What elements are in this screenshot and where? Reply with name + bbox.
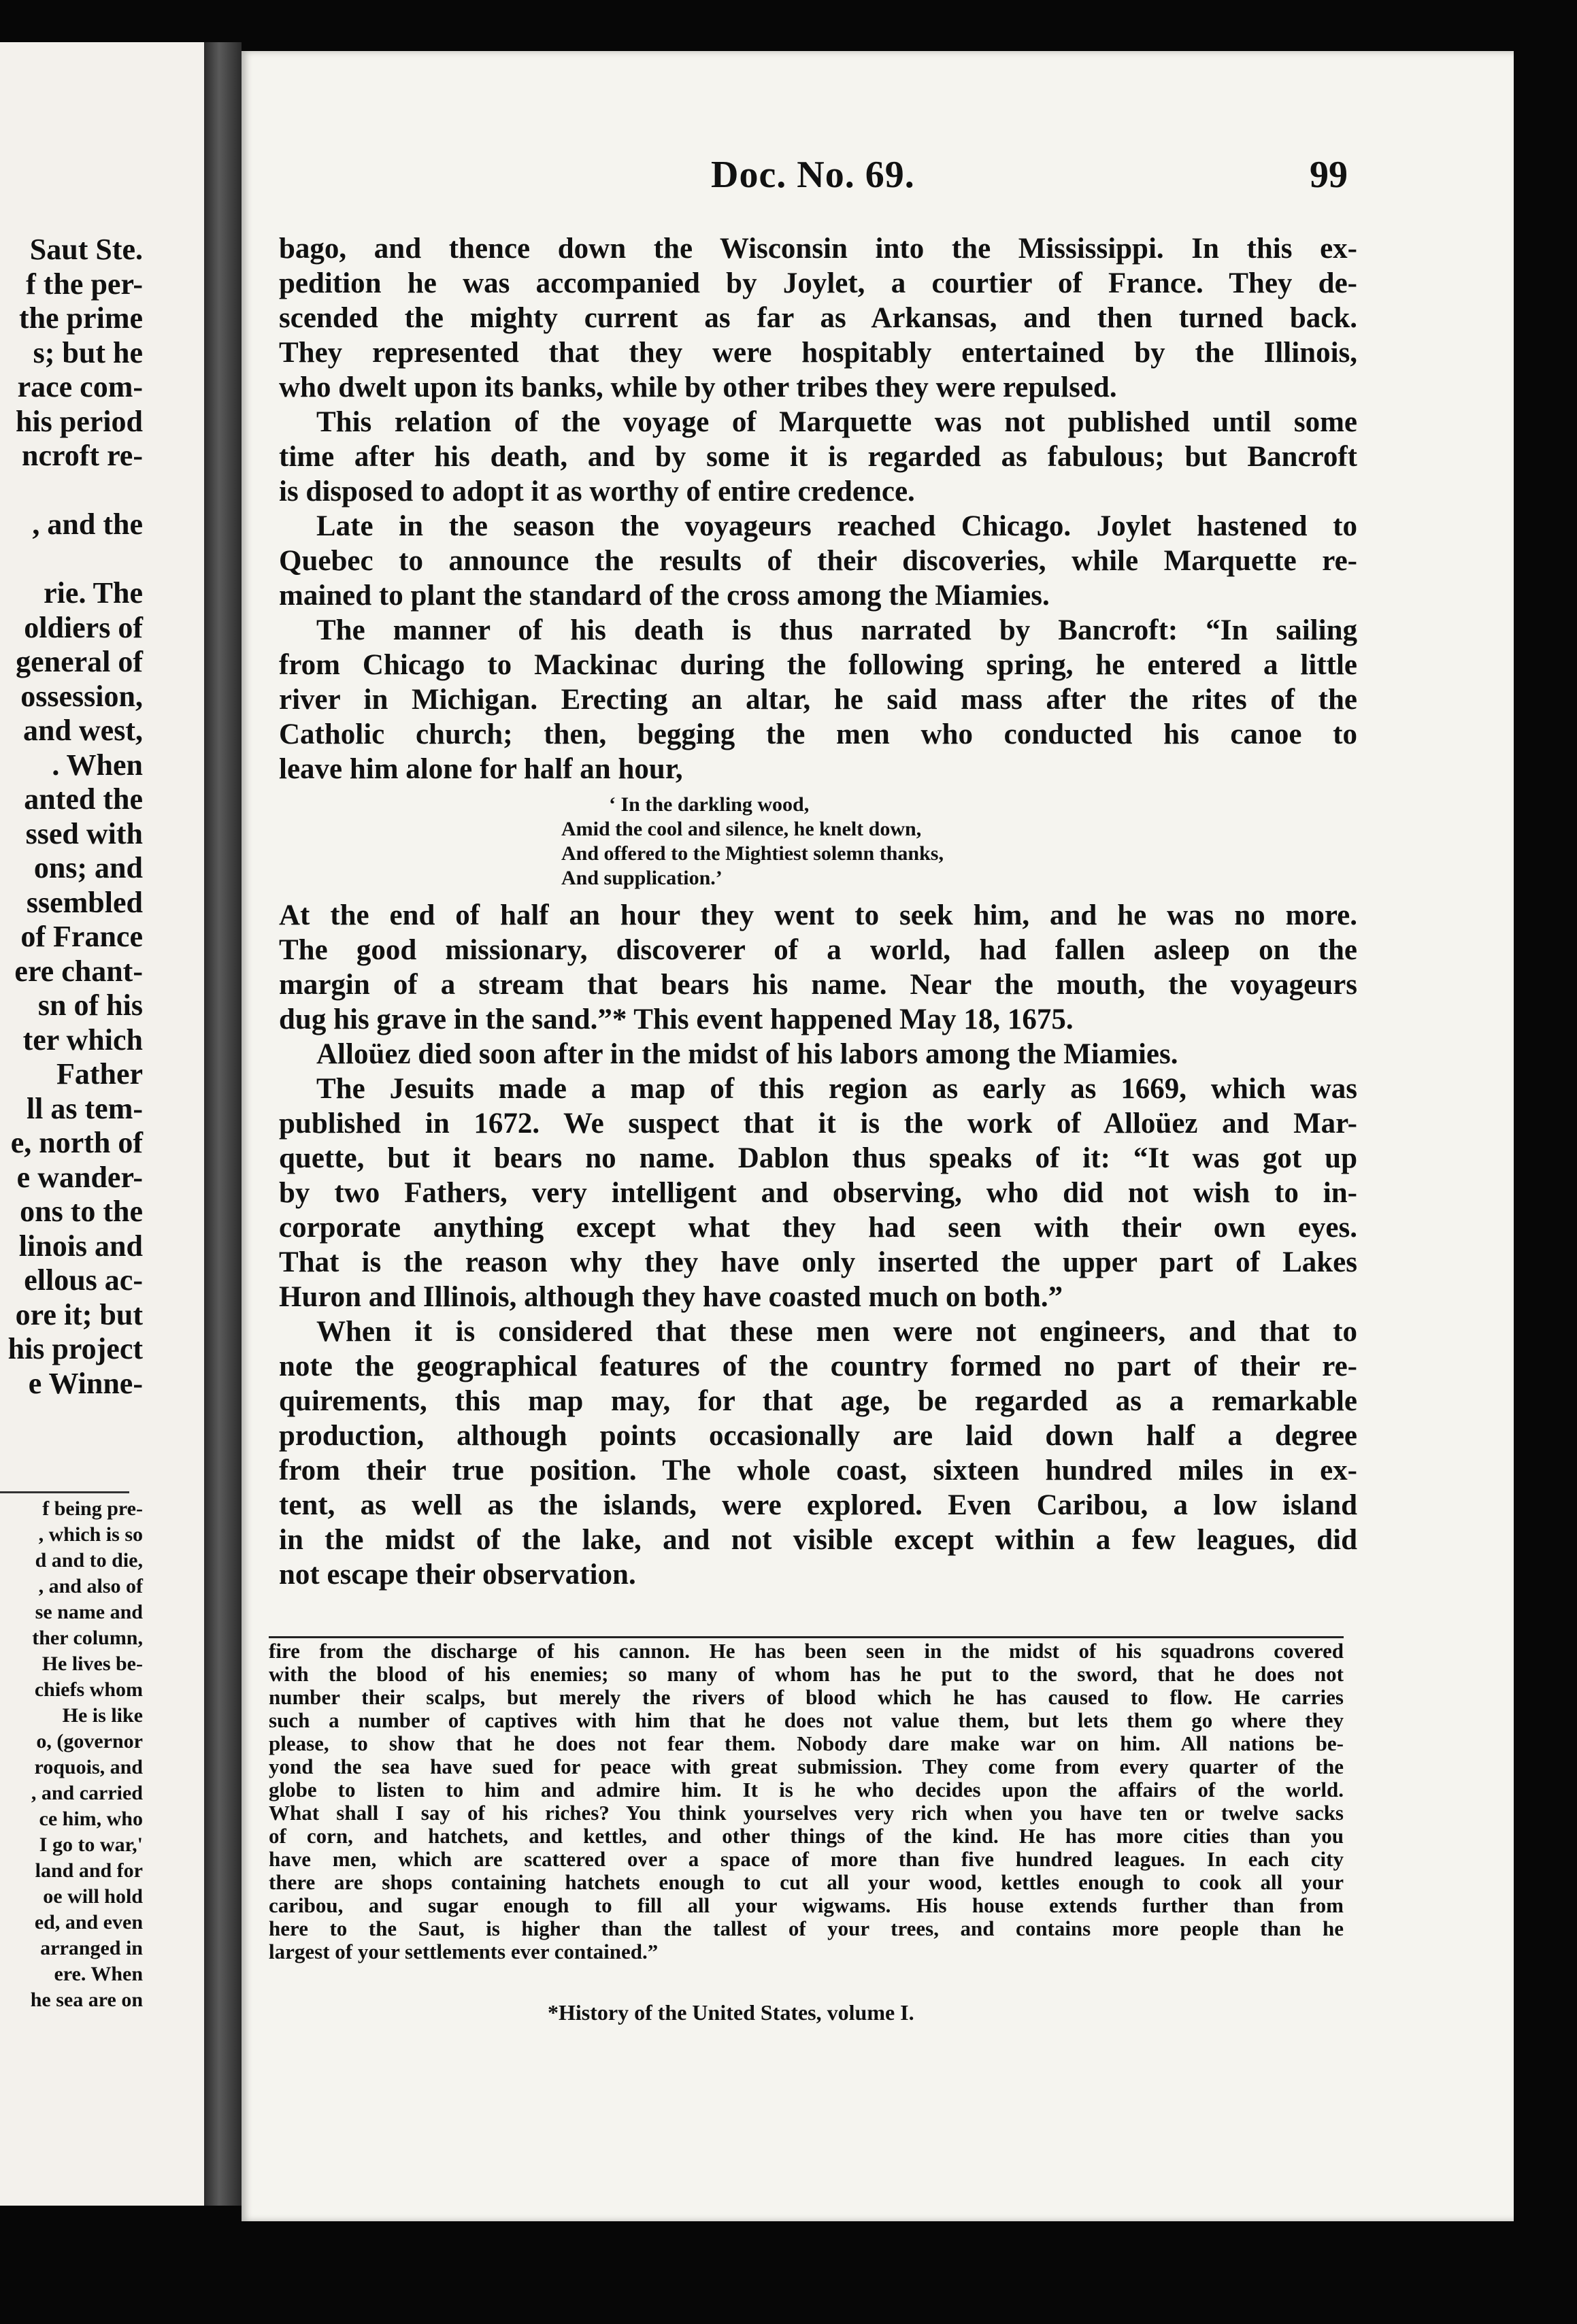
left-footnote-line: land and for — [35, 1859, 143, 1882]
text-line: please, to show that he does not fear them. Nobody dare make war on him. All nations be- — [269, 1731, 1344, 1755]
text-line: Catholic church; then, begging the men who conducted his canoe to — [279, 718, 1357, 750]
poem-line: And offered to the Mightiest solemn thanks, — [561, 842, 944, 865]
text-line: The Jesuits made a map of this region as early as 1669, which was — [316, 1073, 1357, 1105]
left-footnote-line: f being pre- — [42, 1497, 143, 1520]
left-text-line: , and the — [32, 508, 143, 541]
left-text-line: s; but he — [33, 335, 143, 369]
left-footnote-line: o, (governor — [36, 1730, 143, 1753]
left-footnote-line: ere. When — [54, 1963, 143, 1985]
text-line: pedition he was accompanied by Joylet, a courtier of France. They de- — [279, 267, 1357, 299]
text-line: is disposed to adopt it as worthy of entire credence. — [279, 476, 915, 508]
left-footnote-line: oe will hold — [43, 1885, 143, 1908]
text-line: here to the Saut, is higher than the tallest of your trees, and contains more people than he — [269, 1916, 1344, 1940]
left-text-line: ere chant- — [14, 954, 143, 988]
left-text-line: ncroft re- — [22, 439, 143, 472]
text-line: have men, which are scattered over a space of more than five hundred leagues. In each city — [269, 1847, 1344, 1871]
left-footnote-line: roquois, and — [34, 1756, 143, 1778]
text-line: corporate anything except what they had seen with their own eyes. — [279, 1212, 1357, 1244]
text-line: mained to plant the standard of the cross among the Miamies. — [279, 580, 1050, 612]
left-footnote-line: se name and — [35, 1601, 143, 1623]
text-line: This relation of the voyage of Marquette was not published until some — [316, 406, 1357, 438]
text-line: leave him alone for half an hour, — [279, 753, 683, 785]
text-line: such a number of captives with him that he does not value them, but lets them go where they — [269, 1708, 1344, 1732]
text-line: fire from the discharge of his cannon. He has been seen in the midst of his squadrons covered — [269, 1639, 1344, 1663]
left-footnote-line: I go to war,' — [39, 1833, 143, 1856]
text-line: quette, but it bears no name. Dablon thus speaks of it: “It was got up — [279, 1142, 1357, 1174]
text-line: margin of a stream that bears his name. Near the mouth, the voyageurs — [279, 969, 1357, 1001]
document-page — [242, 51, 1514, 2221]
left-text-line: his project — [7, 1332, 143, 1365]
left-text-line: ore it; but — [15, 1297, 143, 1331]
footnote-rule — [269, 1636, 1344, 1638]
text-line: published in 1672. We suspect that it is the work of Alloüez and Mar- — [279, 1108, 1357, 1140]
text-line: Huron and Illinois, although they have coasted much on both.” — [279, 1281, 1063, 1313]
page-number: 99 — [1310, 154, 1348, 196]
left-text-line: race com- — [17, 370, 143, 403]
left-text-line: general of — [16, 645, 143, 678]
left-text-line: e wander- — [16, 1160, 143, 1194]
text-line: bago, and thence down the Wisconsin into the Mississippi. In this ex- — [279, 233, 1357, 265]
left-text-line: rie. The — [44, 576, 143, 610]
left-text-line: e, north of — [10, 1126, 143, 1159]
left-footnote-line: ce him, who — [39, 1808, 143, 1830]
text-line: production, although points occasionally are laid down half a degree — [279, 1420, 1357, 1452]
left-footnote-line: arranged in — [40, 1937, 143, 1959]
left-text-line: ellous ac- — [24, 1263, 143, 1297]
left-footnote-line: he sea are on — [30, 1989, 143, 2011]
text-line: scended the mighty current as far as Arkansas, and then turned back. — [279, 302, 1357, 334]
left-text-line: linois and — [18, 1229, 143, 1263]
left-text-line: anted the — [24, 782, 143, 816]
text-line: of corn, and hatchets, and kettles, and other things of the kind. He has more cities than you — [269, 1824, 1344, 1848]
left-text-line: f the per- — [26, 267, 143, 301]
left-text-line: ll as tem- — [26, 1091, 143, 1125]
text-line: Alloüez died soon after in the midst of his labors among the Miamies. — [316, 1038, 1178, 1070]
poem-line: ‘ In the darkling wood, — [609, 793, 810, 816]
poem-quote — [561, 793, 944, 891]
text-line: When it is considered that these men were not engineers, and that to — [316, 1316, 1357, 1348]
text-line: largest of your settlements ever contained.” — [269, 1940, 659, 1963]
left-text-line: Father — [56, 1057, 143, 1091]
left-text-line: his period — [15, 404, 143, 438]
footnote-reference: *History of the United States, volume I. — [548, 2000, 914, 2025]
left-footnote-line: , which is so — [38, 1523, 143, 1546]
text-line: who dwelt upon its banks, while by other tribes they were repulsed. — [279, 371, 1117, 403]
doc-header: Doc. No. 69. — [711, 154, 915, 196]
left-text-line: sn of his — [37, 989, 143, 1022]
left-footnote-line: chiefs whom — [34, 1678, 143, 1701]
text-line: globe to listen to him and admire him. It is he who decides upon the affairs of the world. — [269, 1778, 1344, 1802]
left-text-line: ter which — [22, 1023, 143, 1057]
left-footnote-line: He is like — [62, 1704, 143, 1727]
left-footnote-line: , and carried — [31, 1782, 143, 1804]
left-text-line: of France — [20, 920, 143, 953]
body-block-2 — [279, 898, 1357, 1592]
text-line: They represented that they were hospitably entertained by the Illinois, — [279, 337, 1357, 369]
text-line: The manner of his death is thus narrated by Bancroft: “In sailing — [316, 614, 1357, 646]
book-gutter — [204, 42, 242, 2206]
text-line: dug his grave in the sand.”* This event happened May 18, 1675. — [279, 1003, 1074, 1035]
footnote-block — [269, 1640, 1344, 1963]
text-line: time after his death, and by some it is regarded as fabulous; but Bancroft — [279, 441, 1357, 473]
text-line: caribou, and sugar enough to fill all your wigwams. His house extends further than from — [269, 1893, 1344, 1917]
text-line: by two Fathers, very intelligent and observing, who did not wish to in- — [279, 1177, 1357, 1209]
text-line: The good missionary, discoverer of a world, had fallen asleep on the — [279, 934, 1357, 966]
text-line: not escape their observation. — [279, 1559, 636, 1591]
text-line: with the blood of his enemies; so many of whom has he put to the sword, that he does not — [269, 1662, 1344, 1686]
text-line: That is the reason why they have only inserted the upper part of Lakes — [279, 1246, 1357, 1278]
left-footnote-line: , and also of — [38, 1575, 143, 1597]
text-line: in the midst of the lake, and not visible except within a few leagues, did — [279, 1524, 1357, 1556]
left-footnote-rule — [0, 1491, 129, 1493]
left-text-line: ossession, — [20, 679, 143, 713]
left-text-line: the prime — [18, 301, 143, 335]
left-footnote-line: d and to die, — [35, 1549, 143, 1572]
left-text-line: ssed with — [25, 816, 143, 850]
text-line: Late in the season the voyageurs reached Chicago. Joylet hastened to — [316, 510, 1357, 542]
left-text-line: ssembled — [26, 885, 143, 919]
left-text-line: . When — [52, 748, 143, 782]
poem-line: And supplication.’ — [561, 867, 723, 889]
left-page-fragment — [0, 42, 204, 2206]
text-line: tent, as well as the islands, were explored. Even Caribou, a low island — [279, 1489, 1357, 1521]
text-line: from Chicago to Mackinac during the following spring, he entered a little — [279, 649, 1357, 681]
text-line: yond the sea have sued for peace with great submission. They come from every quarter of the — [269, 1755, 1344, 1778]
left-text-line: ons to the — [20, 1195, 143, 1228]
left-text-line: Saut Ste. — [29, 233, 143, 266]
text-line: What shall I say of his riches? You think yourselves very rich when you have ten or twelve sacks — [269, 1801, 1344, 1825]
left-footnote-line: ed, and even — [34, 1911, 143, 1933]
text-line: quirements, this map may, for that age, be regarded as a remarkable — [279, 1385, 1357, 1417]
left-footnote-line: He lives be- — [42, 1653, 143, 1675]
left-text-line: and west, — [22, 714, 143, 747]
text-line: At the end of half an hour they went to seek him, and he was no more. — [279, 899, 1357, 931]
left-footnote-line: ther column, — [32, 1627, 143, 1649]
text-line: from their true position. The whole coast, sixteen hundred miles in ex- — [279, 1455, 1357, 1487]
left-text-line: e Winne- — [28, 1366, 143, 1400]
left-text-line: oldiers of — [24, 610, 143, 644]
text-line: number their scalps, but merely the rivers of blood which he has caused to flow. He carries — [269, 1685, 1344, 1709]
body-block-1 — [279, 231, 1357, 786]
poem-line: Amid the cool and silence, he knelt down, — [561, 818, 922, 840]
left-text-line: ons; and — [33, 851, 143, 884]
text-line: river in Michigan. Erecting an altar, he said mass after the rites of the — [279, 684, 1357, 716]
text-line: there are shops containing hatchets enough to cut all your wood, kettles enough to cook all your — [269, 1870, 1344, 1894]
text-line: note the geographical features of the country formed no part of their re- — [279, 1350, 1357, 1382]
text-line: Quebec to announce the results of their discoveries, while Marquette re- — [279, 545, 1357, 577]
